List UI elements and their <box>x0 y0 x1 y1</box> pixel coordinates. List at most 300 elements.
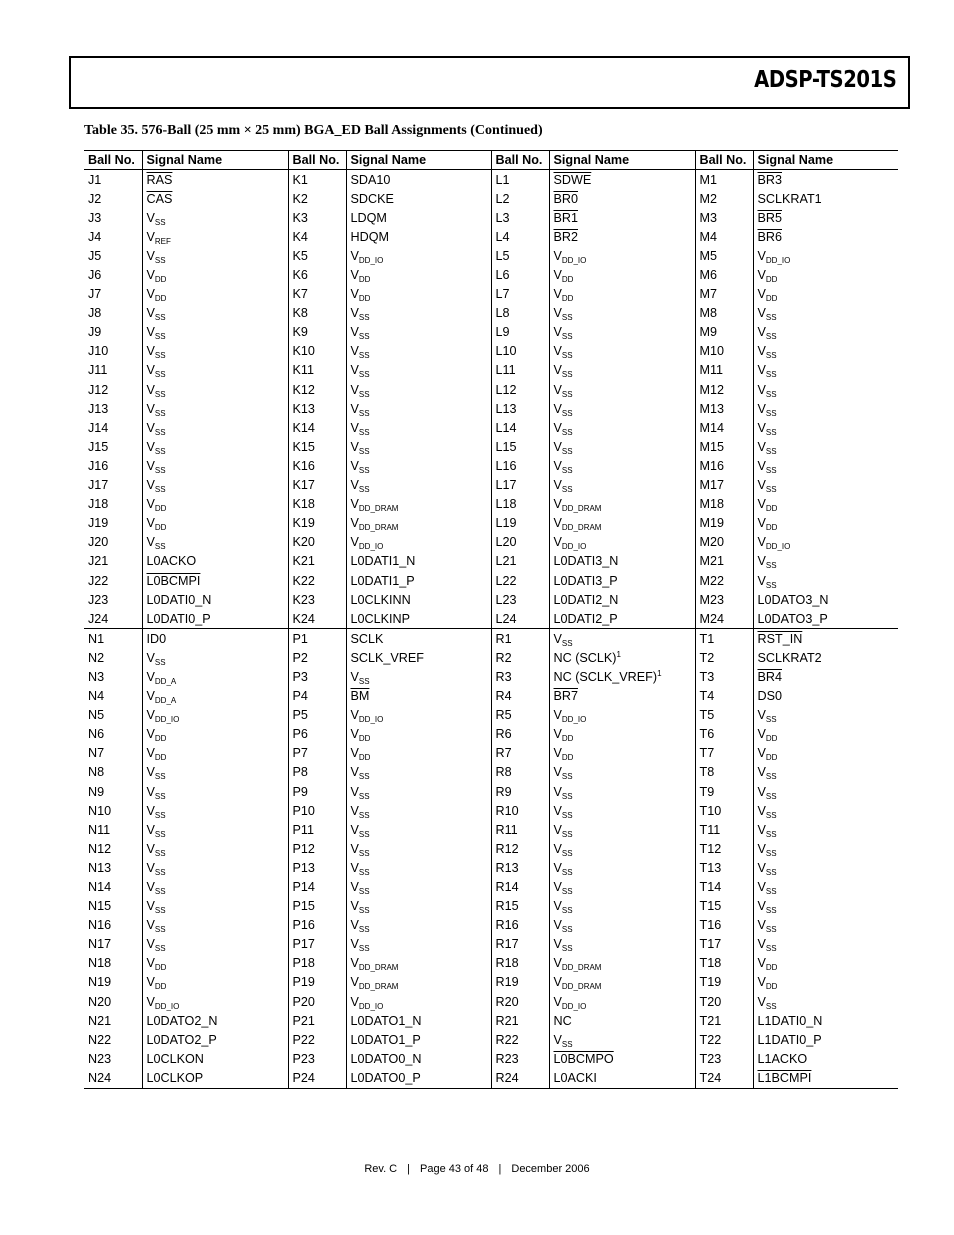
signal-name-cell: $V_{DD\_DRAM}$ <box>549 954 695 973</box>
signal-name-cell: $V_{DD}$ <box>142 954 288 973</box>
table-caption: Table 35. 576-Ball (25 mm × 25 mm) BGA_ED Ball Assignments (Continued) <box>84 123 543 138</box>
ball-number-cell: T7 <box>695 744 753 763</box>
signal-name-cell: $V_{SS}$ <box>346 323 491 342</box>
table-row <box>84 858 898 877</box>
signal-name-cell: BR3 <box>753 170 898 190</box>
table-row <box>84 456 898 475</box>
signal-name-cell: L0DATI0_N <box>142 590 288 609</box>
ball-number-cell: M7 <box>695 285 753 304</box>
signal-name-cell: $V_{SS}$ <box>549 399 695 418</box>
ball-number-cell: P16 <box>288 916 346 935</box>
header-ball-no: Ball No. <box>695 151 753 170</box>
ball-number-cell: R1 <box>491 629 549 649</box>
ball-number-cell: T22 <box>695 1030 753 1049</box>
signal-name-cell: SDA10 <box>346 170 491 190</box>
signal-name-cell: $V_{SS}$ <box>549 782 695 801</box>
ball-number-cell: R16 <box>491 916 549 935</box>
ball-number-cell: T2 <box>695 648 753 667</box>
signal-name-cell: L0BCMPO <box>549 1049 695 1068</box>
signal-name-cell: $V_{DD\_DRAM}$ <box>346 954 491 973</box>
ball-number-cell: L17 <box>491 476 549 495</box>
ball-number-cell: M11 <box>695 361 753 380</box>
ball-number-cell: K14 <box>288 418 346 437</box>
signal-name-cell: L0DATI0_P <box>142 609 288 629</box>
signal-name-cell: $V_{SS}$ <box>346 916 491 935</box>
ball-number-cell: N7 <box>88 746 105 761</box>
signal-name-cell: $V_{DD}$ <box>753 265 898 284</box>
ball-number-cell: K9 <box>288 323 346 342</box>
ball-number-cell: J24 <box>84 609 142 629</box>
ball-number-cell: L20 <box>491 533 549 552</box>
ball-number-cell: M9 <box>695 323 753 342</box>
ball-number-cell: N6 <box>88 727 105 742</box>
signal-name-cell: $V_{SS}$ <box>142 246 288 265</box>
signal-name-cell: L0DATI1_P <box>346 571 491 590</box>
ball-number-cell: R23 <box>491 1049 549 1068</box>
ball-number-cell: P4 <box>288 687 346 706</box>
table-row <box>84 667 898 686</box>
ball-number-cell: K3 <box>288 208 346 227</box>
ball-number-cell: J23 <box>88 592 109 607</box>
signal-name-cell: $V_{SS}$ <box>753 839 898 858</box>
signal-name-cell: BR6 <box>753 227 898 246</box>
signal-name-cell: L0DATO1_P <box>346 1030 491 1049</box>
signal-name-cell: L0DATO1_N <box>346 1011 491 1030</box>
signal-name-cell: $V_{DD}$ <box>549 265 695 284</box>
ball-number-cell: R21 <box>491 1011 549 1030</box>
signal-name-cell: $V_{SS}$ <box>753 782 898 801</box>
signal-name-cell: $V_{SS}$ <box>142 648 288 667</box>
signal-name-cell: $V_{SS}$ <box>346 897 491 916</box>
signal-name-cell: $V_{SS}$ <box>142 935 288 954</box>
document-title: ADSP-TS201S <box>753 67 896 93</box>
signal-name-cell: L0DATO0_N <box>346 1049 491 1068</box>
footer-page-number: Page 43 of 48 <box>420 1163 489 1175</box>
ball-number-cell: M2 <box>695 189 753 208</box>
ball-number-cell: R11 <box>491 820 549 839</box>
signal-name-cell: BR1 <box>549 208 695 227</box>
signal-name-cell: $V_{SS}$ <box>753 916 898 935</box>
table-row <box>84 687 898 706</box>
ball-number-cell: K4 <box>288 227 346 246</box>
table-row <box>84 285 898 304</box>
ball-number-cell: T18 <box>695 954 753 973</box>
table-row <box>84 839 898 858</box>
ball-number-cell: L7 <box>491 285 549 304</box>
ball-number-cell: M15 <box>695 437 753 456</box>
signal-name-cell: $V_{SS}$ <box>549 858 695 877</box>
signal-name-cell: $V_{SS}$ <box>549 323 695 342</box>
signal-name-cell: $V_{SS}$ <box>142 897 288 916</box>
signal-name-cell: L1DATI0_P <box>753 1030 898 1049</box>
signal-name-cell: $V_{SS}$ <box>549 839 695 858</box>
signal-name-cell: $V_{DD}$ <box>753 744 898 763</box>
signal-name-cell: $V_{SS}$ <box>753 304 898 323</box>
signal-name-cell: $V_{SS}$ <box>549 1030 695 1049</box>
signal-name-cell: $V_{SS}$ <box>753 877 898 896</box>
signal-name-cell: $V_{SS}$ <box>549 418 695 437</box>
signal-name-cell: $V_{SS}$ <box>346 304 491 323</box>
signal-name-cell: $V_{SS}$ <box>753 399 898 418</box>
signal-name-cell: L0DATI3_P <box>549 571 695 590</box>
ball-number-cell: J2 <box>88 191 102 206</box>
ball-number-cell: L5 <box>491 246 549 265</box>
ball-number-cell: K12 <box>288 380 346 399</box>
table-row <box>84 514 898 533</box>
ball-number-cell: T9 <box>695 782 753 801</box>
table-row <box>84 1011 898 1030</box>
signal-name-cell: L0DATO0_P <box>346 1068 491 1088</box>
ball-number-cell: J8 <box>88 306 102 321</box>
ball-number-cell: M22 <box>695 571 753 590</box>
ball-number-cell: T23 <box>695 1049 753 1068</box>
ball-number-cell: J20 <box>88 535 109 550</box>
signal-name-cell: $V_{SS}$ <box>346 476 491 495</box>
signal-name-cell: $V_{DD\_DRAM}$ <box>549 973 695 992</box>
ball-number-cell: K10 <box>288 342 346 361</box>
ball-number-cell: N9 <box>88 784 105 799</box>
ball-number-cell: P18 <box>288 954 346 973</box>
signal-name-cell: L1DATI0_N <box>753 1011 898 1030</box>
ball-number-cell: M14 <box>695 418 753 437</box>
signal-name-cell: $V_{SS}$ <box>753 897 898 916</box>
ball-number-cell: N4 <box>88 689 105 704</box>
signal-name-cell: $\overline{RAS}$ <box>142 170 288 190</box>
ball-number-cell: L23 <box>491 590 549 609</box>
ball-number-cell: N19 <box>88 975 112 990</box>
ball-number-cell: K20 <box>288 533 346 552</box>
table-row <box>84 533 898 552</box>
header-signal-name: Signal Name <box>346 151 491 170</box>
signal-name-cell: $V_{SS}$ <box>346 667 491 686</box>
signal-name-cell: $V_{SS}$ <box>346 877 491 896</box>
signal-name-cell: $V_{SS}$ <box>753 552 898 571</box>
ball-number-cell: N2 <box>88 650 105 665</box>
signal-name-cell: $V_{DD}$ <box>549 725 695 744</box>
ball-number-cell: T1 <box>695 629 753 649</box>
footer-separator: | <box>498 1163 502 1175</box>
ball-number-cell: P1 <box>288 629 346 649</box>
signal-name-cell: $V_{SS}$ <box>142 456 288 475</box>
ball-number-cell: L19 <box>491 514 549 533</box>
table-row <box>84 323 898 342</box>
signal-name-cell: $V_{DD\_IO}$ <box>142 992 288 1011</box>
ball-number-cell: L1 <box>491 170 549 190</box>
table-row <box>84 265 898 284</box>
signal-name-cell: $V_{SS}$ <box>142 399 288 418</box>
ball-number-cell: N23 <box>88 1051 112 1066</box>
ball-number-cell: L3 <box>491 208 549 227</box>
ball-number-cell: K22 <box>288 571 346 590</box>
signal-name-cell: $V_{SS}$ <box>549 380 695 399</box>
ball-number-cell: R19 <box>491 973 549 992</box>
signal-name-cell: $V_{SS}$ <box>549 361 695 380</box>
ball-number-cell: R13 <box>491 858 549 877</box>
signal-name-cell: $V_{SS}$ <box>142 208 288 227</box>
table-row <box>84 304 898 323</box>
table-row <box>84 227 898 246</box>
ball-number-cell: J16 <box>88 458 109 473</box>
signal-name-cell: BR0 <box>549 189 695 208</box>
signal-name-cell: $V_{SS}$ <box>753 820 898 839</box>
signal-name-cell: $V_{SS}$ <box>549 801 695 820</box>
ball-number-cell: M18 <box>695 495 753 514</box>
table-row <box>84 246 898 265</box>
ball-number-cell: K24 <box>288 609 346 629</box>
header-ball-no: Ball No. <box>84 151 142 170</box>
ball-number-cell: R14 <box>491 877 549 896</box>
signal-name-cell: $V_{SS}$ <box>753 456 898 475</box>
signal-name-cell: $V_{DD\_IO}$ <box>346 533 491 552</box>
ball-number-cell: J14 <box>88 420 109 435</box>
ball-number-cell: T13 <box>695 858 753 877</box>
signal-name-cell: SCLK_VREF <box>346 648 491 667</box>
header-ball-no: Ball No. <box>491 151 549 170</box>
ball-number-cell: R12 <box>491 839 549 858</box>
ball-number-cell: R22 <box>491 1030 549 1049</box>
ball-number-cell: P2 <box>288 648 346 667</box>
page-footer <box>0 1163 954 1175</box>
ball-number-cell: R18 <box>491 954 549 973</box>
signal-name-cell: L0CLKOP <box>142 1068 288 1088</box>
table-row <box>84 1049 898 1068</box>
ball-number-cell: J13 <box>88 401 109 416</box>
ball-number-cell: P11 <box>288 820 346 839</box>
signal-name-cell: $V_{SS}$ <box>346 342 491 361</box>
ball-number-cell: T5 <box>695 706 753 725</box>
signal-name-cell: $V_{DD\_IO}$ <box>549 992 695 1011</box>
signal-name-cell: $V_{SS}$ <box>549 437 695 456</box>
ball-number-cell: J9 <box>88 325 102 340</box>
ball-number-cell: K11 <box>288 361 346 380</box>
ball-number-cell: P24 <box>288 1068 346 1088</box>
table-row <box>84 648 898 667</box>
signal-name-cell: $V_{SS}$ <box>753 992 898 1011</box>
ball-number-cell: T11 <box>695 820 753 839</box>
ball-number-cell: K23 <box>288 590 346 609</box>
ball-number-cell: N24 <box>84 1068 142 1088</box>
ball-number-cell: N13 <box>88 860 112 875</box>
ball-number-cell: P3 <box>288 667 346 686</box>
ball-number-cell: M5 <box>695 246 753 265</box>
signal-name-cell: HDQM <box>346 227 491 246</box>
table-row <box>84 342 898 361</box>
ball-number-cell: M1 <box>695 170 753 190</box>
ball-number-cell: J4 <box>88 229 102 244</box>
table-row <box>84 571 898 590</box>
signal-name-cell: $V_{SS}$ <box>142 782 288 801</box>
ball-number-cell: K5 <box>288 246 346 265</box>
table-row <box>84 208 898 227</box>
table-row <box>84 170 898 190</box>
ball-number-cell: P14 <box>288 877 346 896</box>
signal-name-cell: $V_{SS}$ <box>753 380 898 399</box>
signal-name-cell: L0DATI3_N <box>549 552 695 571</box>
ball-number-cell: T14 <box>695 877 753 896</box>
signal-name-cell: L0DATO2_P <box>142 1030 288 1049</box>
signal-name-cell: L0DATI2_P <box>549 609 695 629</box>
ball-number-cell: L24 <box>491 609 549 629</box>
ball-number-cell: N22 <box>88 1032 112 1047</box>
ball-number-cell: J22 <box>88 573 109 588</box>
table-row <box>84 495 898 514</box>
ball-number-cell: J6 <box>88 268 102 283</box>
signal-name-cell: $V_{SS}$ <box>346 763 491 782</box>
ball-number-cell: T3 <box>695 667 753 686</box>
table-header-row <box>84 151 898 170</box>
ball-number-cell: R7 <box>491 744 549 763</box>
ball-number-cell: K2 <box>288 189 346 208</box>
table-row <box>84 552 898 571</box>
signal-name-cell: $V_{SS}$ <box>549 476 695 495</box>
signal-name-cell: $V_{SS}$ <box>753 418 898 437</box>
signal-name-cell: $V_{DD\_DRAM}$ <box>346 514 491 533</box>
ball-number-cell: M20 <box>695 533 753 552</box>
signal-name-cell: $V_{DD}$ <box>142 725 288 744</box>
header-ball-no: Ball No. <box>288 151 346 170</box>
signal-name-cell: $V_{SS}$ <box>142 323 288 342</box>
signal-name-cell: $V_{SS}$ <box>549 629 695 649</box>
signal-name-cell: $V_{DD}$ <box>753 973 898 992</box>
signal-name-cell: BR2 <box>549 227 695 246</box>
ball-number-cell: R4 <box>491 687 549 706</box>
header-signal-name: Signal Name <box>142 151 288 170</box>
signal-name-cell: $V_{SS}$ <box>142 380 288 399</box>
ball-number-cell: M6 <box>695 265 753 284</box>
ball-number-cell: M21 <box>695 552 753 571</box>
ball-number-cell: J21 <box>88 554 109 569</box>
signal-name-cell: $V_{DD\_IO}$ <box>142 706 288 725</box>
signal-name-cell: $V_{SS}$ <box>142 763 288 782</box>
ball-number-cell: L22 <box>491 571 549 590</box>
signal-name-cell: $V_{SS}$ <box>142 858 288 877</box>
ball-number-cell: L6 <box>491 265 549 284</box>
signal-name-cell: $V_{SS}$ <box>346 839 491 858</box>
signal-name-cell: $V_{SS}$ <box>549 763 695 782</box>
table-row <box>84 437 898 456</box>
signal-name-cell: $V_{DD\_A}$ <box>142 667 288 686</box>
ball-number-cell: P22 <box>288 1030 346 1049</box>
ball-number-cell: R3 <box>491 667 549 686</box>
signal-name-cell: $V_{SS}$ <box>753 858 898 877</box>
ball-number-cell: N5 <box>88 708 105 723</box>
signal-name-cell: $V_{SS}$ <box>753 763 898 782</box>
signal-name-cell: $V_{DD}$ <box>753 725 898 744</box>
signal-name-cell: $\overline{BM}$ <box>346 687 491 706</box>
signal-name-cell: $V_{DD}$ <box>142 973 288 992</box>
ball-number-cell: L16 <box>491 456 549 475</box>
ball-number-cell: N1 <box>88 631 105 646</box>
signal-name-cell: $V_{SS}$ <box>753 801 898 820</box>
signal-name-cell: $V_{DD\_IO}$ <box>346 992 491 1011</box>
table-row <box>84 992 898 1011</box>
signal-name-cell: $V_{SS}$ <box>753 361 898 380</box>
signal-name-cell: RST_IN <box>753 629 898 649</box>
ball-number-cell: T4 <box>695 687 753 706</box>
ball-number-cell: R15 <box>491 897 549 916</box>
table-row <box>84 763 898 782</box>
signal-name-cell: $V_{DD\_IO}$ <box>549 706 695 725</box>
ball-number-cell: M23 <box>695 590 753 609</box>
ball-number-cell: N11 <box>88 822 111 837</box>
ball-number-cell: J5 <box>88 248 102 263</box>
ball-number-cell: P17 <box>288 935 346 954</box>
signal-name-cell: $V_{SS}$ <box>346 820 491 839</box>
signal-name-cell: $V_{SS}$ <box>142 418 288 437</box>
ball-number-cell: M8 <box>695 304 753 323</box>
table-row <box>84 744 898 763</box>
ball-number-cell: R20 <box>491 992 549 1011</box>
signal-name-cell: $V_{SS}$ <box>346 418 491 437</box>
signal-name-cell: $V_{SS}$ <box>549 304 695 323</box>
signal-name-cell: $V_{SS}$ <box>346 380 491 399</box>
table-row <box>84 1068 898 1088</box>
table-row <box>84 399 898 418</box>
signal-name-cell: $\overline{CAS}$ <box>142 189 288 208</box>
signal-name-cell: $V_{DD}$ <box>753 514 898 533</box>
table-row <box>84 820 898 839</box>
signal-name-cell: $V_{DD\_IO}$ <box>346 246 491 265</box>
ball-number-cell: T8 <box>695 763 753 782</box>
header-signal-name: Signal Name <box>753 151 898 170</box>
ball-number-cell: J10 <box>88 344 109 359</box>
signal-name-cell: $V_{DD}$ <box>142 265 288 284</box>
signal-name-cell: $V_{SS}$ <box>346 858 491 877</box>
ball-number-cell: P6 <box>288 725 346 744</box>
ball-number-cell: M16 <box>695 456 753 475</box>
signal-name-cell: $V_{DD}$ <box>142 495 288 514</box>
table-row <box>84 877 898 896</box>
signal-name-cell: $V_{DD\_IO}$ <box>549 246 695 265</box>
signal-name-cell: $V_{SS}$ <box>142 304 288 323</box>
signal-name-cell: $V_{DD}$ <box>346 265 491 284</box>
signal-name-cell: $V_{SS}$ <box>549 897 695 916</box>
ball-number-cell: K6 <box>288 265 346 284</box>
table-row <box>84 801 898 820</box>
table-row <box>84 590 898 609</box>
ball-number-cell: R10 <box>491 801 549 820</box>
signal-name-cell: $V_{SS}$ <box>142 342 288 361</box>
table-row <box>84 782 898 801</box>
signal-name-cell: SCLKRAT1 <box>753 189 898 208</box>
ball-number-cell: P9 <box>288 782 346 801</box>
ball-number-cell: K7 <box>288 285 346 304</box>
ball-number-cell: P5 <box>288 706 346 725</box>
ball-number-cell: R5 <box>491 706 549 725</box>
signal-name-cell: $V_{DD}$ <box>346 285 491 304</box>
ball-number-cell: K18 <box>288 495 346 514</box>
ball-number-cell: L18 <box>491 495 549 514</box>
ball-number-cell: L4 <box>491 227 549 246</box>
signal-name-cell: $V_{DD}$ <box>753 954 898 973</box>
signal-name-cell: $V_{DD\_IO}$ <box>549 533 695 552</box>
ball-number-cell: P15 <box>288 897 346 916</box>
signal-name-cell: $V_{DD}$ <box>346 725 491 744</box>
ball-number-cell: T6 <box>695 725 753 744</box>
footer-date: December 2006 <box>511 1163 590 1175</box>
signal-name-cell: $V_{SS}$ <box>753 342 898 361</box>
table-row <box>84 189 898 208</box>
ball-number-cell: J3 <box>88 210 102 225</box>
signal-name-cell: $V_{SS}$ <box>753 476 898 495</box>
table-row <box>84 916 898 935</box>
ball-number-cell: L14 <box>491 418 549 437</box>
signal-name-cell: L0ACKI <box>549 1068 695 1088</box>
signal-name-cell: $V_{SS}$ <box>346 456 491 475</box>
signal-name-cell: L0DATO3_P <box>753 609 898 629</box>
ball-number-cell: M19 <box>695 514 753 533</box>
signal-name-cell: $V_{SS}$ <box>346 801 491 820</box>
